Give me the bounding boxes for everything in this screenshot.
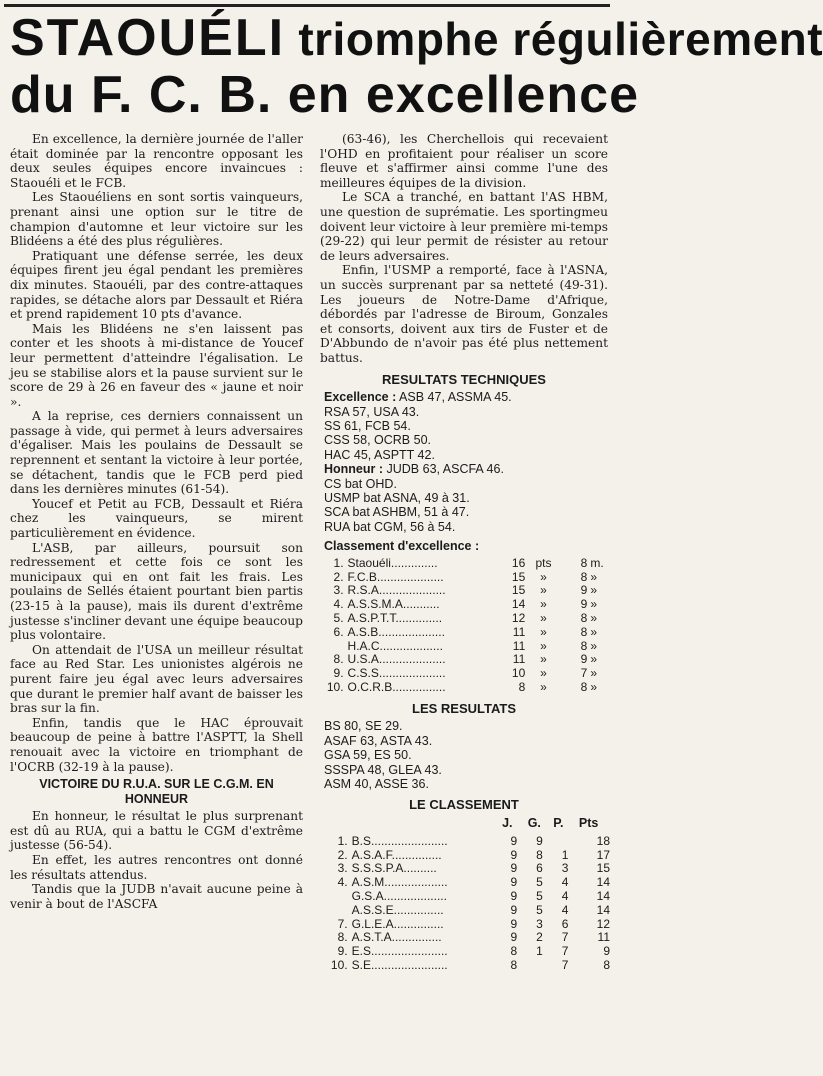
points: 15 <box>596 861 610 876</box>
points-unit: pts <box>535 555 552 570</box>
rank: 3. <box>337 861 348 876</box>
points: 8 <box>603 957 610 972</box>
played: 8 <box>510 944 518 959</box>
rank: 8. <box>333 652 344 667</box>
club-name: A.S.B.................... <box>347 624 445 639</box>
left-paragraphs <box>10 132 303 774</box>
result-text: CS bat OHD. <box>324 476 397 491</box>
result-line: BS 80, SE 29. <box>324 719 403 734</box>
matches-unit: » <box>590 638 598 653</box>
results-list <box>320 390 608 534</box>
matches-unit: » <box>590 597 598 612</box>
article-paragraph: Les Staouéliens en sont sortis vainqueurs, prenant ainsi une option sur le titre de champion d'automne et leur victoire sur les Blidéens a été des plus régulières. <box>10 190 303 249</box>
classement-row <box>326 862 610 876</box>
lost: 7 <box>561 957 569 972</box>
won: 5 <box>536 902 543 917</box>
played: 9 <box>510 916 518 931</box>
matches-unit: » <box>590 666 598 681</box>
matches-unit: » <box>590 679 598 694</box>
result-line <box>324 520 608 534</box>
result-line <box>324 390 608 404</box>
points: 8 <box>518 679 526 694</box>
article-right-column <box>320 132 608 973</box>
rank: 9. <box>337 944 348 959</box>
points-unit: » <box>540 624 547 639</box>
points: 16 <box>511 555 526 570</box>
result-line <box>324 462 608 476</box>
won: 1 <box>536 944 543 959</box>
top-rule <box>4 4 610 7</box>
club-name: A.S.T.A............... <box>351 930 442 945</box>
les-resultats-title: LES RESULTATS <box>412 700 516 716</box>
lost: 4 <box>561 902 569 917</box>
result-division-label: Excellence : <box>324 390 397 405</box>
club-name: S.E....................... <box>351 957 448 972</box>
article-paragraph: En effet, les autres rencontres ont donné les résultats attendus. <box>10 852 303 882</box>
club-name: B.S....................... <box>351 833 448 848</box>
points: 14 <box>596 875 610 890</box>
points: 15 <box>511 583 526 598</box>
lost <box>552 835 578 849</box>
excellence-standings-table <box>324 557 612 695</box>
points-unit: » <box>540 638 547 653</box>
article-paragraph: (63-46), les Cherchellois qui recevaient l'OHD en profitaient pour réaliser un score fleuve et s'affirmer ainsi comme l'une des meilleures équipes de la division. <box>320 132 608 190</box>
classement-row <box>326 904 610 918</box>
result-line <box>324 491 608 505</box>
result-line <box>324 477 608 491</box>
classement-row <box>326 849 610 863</box>
result-line <box>324 405 608 419</box>
played: 9 <box>510 833 518 848</box>
result-text: SS 61, FCB 54. <box>324 418 411 433</box>
headline-line-2: du F. C. B. en excellence <box>10 66 639 124</box>
club-name: O.C.R.B................ <box>347 679 446 694</box>
standings-row <box>324 653 612 667</box>
excellence-standings-title: Classement d'excellence : <box>324 539 480 554</box>
points-unit: » <box>540 610 547 625</box>
points: 12 <box>596 916 610 931</box>
lost: 7 <box>561 930 569 945</box>
article-paragraph: On attendait de l'USA un meilleur résultat face au Red Star. Les unionistes algérois ne purent faire jeu égal avec leurs adversaires que durant le premier half avant de baisser les bras sur la fin. <box>10 642 303 716</box>
result-line: ASM 40, ASSE 36. <box>324 776 429 791</box>
rank: 4. <box>333 597 344 612</box>
club-name: E.S....................... <box>351 944 448 959</box>
result-text: HAC 45, ASPTT 42. <box>324 447 435 462</box>
club-name: R.S.A.................... <box>347 583 446 598</box>
standings-row <box>324 640 612 654</box>
rank: 6. <box>333 624 344 639</box>
article-paragraph: En excellence, la dernière journée de l'aller était dominée par la rencontre opposant les deux seules équipes encore invaincues : Staouéli et le FCB. <box>10 132 303 190</box>
points-unit: » <box>540 679 547 694</box>
result-line: SSSPA 48, GLEA 43. <box>324 762 442 777</box>
points: 18 <box>596 833 610 848</box>
column-header: P. <box>553 815 564 830</box>
points: 11 <box>597 930 610 945</box>
header-blank <box>326 816 352 835</box>
article-left-column <box>10 132 303 911</box>
article-paragraph: Youcef et Petit au FCB, Dessault et Riéra chez les vainqueurs, se mirent particulièrement en évidence. <box>10 496 303 541</box>
played: 9 <box>510 902 518 917</box>
lost: 4 <box>561 888 569 903</box>
classement-row <box>326 945 610 959</box>
rank: 4. <box>337 875 348 890</box>
result-line <box>324 505 608 519</box>
won: 5 <box>536 875 543 890</box>
classement-row <box>326 876 610 890</box>
club-name: A.S.P.T.T.............. <box>347 610 443 625</box>
standings-row <box>324 626 612 640</box>
matches: 8 <box>580 679 588 694</box>
column-header: Pts <box>578 815 599 830</box>
won: 8 <box>536 847 543 862</box>
club-name: U.S.A.................... <box>347 652 446 667</box>
section-subhead: VICTOIRE DU R.U.A. SUR LE C.G.M. EN HONNEUR <box>39 777 274 807</box>
matches: 9 <box>580 583 588 598</box>
won <box>527 959 553 973</box>
matches-unit: » <box>590 583 598 598</box>
result-text: SCA bat ASHBM, 51 à 47. <box>324 505 470 520</box>
points: 14 <box>596 902 610 917</box>
article-paragraph: Le SCA a tranché, en battant l'AS HBM, une question de suprématie. Les sportingmeu doivent leur victoire à leur première mi-temps (29-22) qui leur permit de résister au retour de leurs adversaires. <box>320 190 608 263</box>
played: 8 <box>510 957 518 972</box>
points: 14 <box>511 597 526 612</box>
results-technical-title: RESULTATS TECHNIQUES <box>382 371 546 387</box>
headline-verb: triomphe régulièrement <box>298 13 823 65</box>
matches: 8 <box>580 638 588 653</box>
club-name: S.S.S.P.A.......... <box>351 861 437 876</box>
classement-table <box>326 816 610 973</box>
classement-header-row <box>326 816 610 835</box>
played: 9 <box>510 861 518 876</box>
matches-unit: » <box>590 610 598 625</box>
standings-row <box>324 557 612 571</box>
headline-line-1 <box>10 9 823 67</box>
rank: 2. <box>337 847 348 862</box>
matches-unit: » <box>590 569 598 584</box>
column-header: G. <box>527 815 541 830</box>
article-paragraph: Enfin, l'USMP a remporté, face à l'ASNA, un succès surprenant par sa netteté (49-31). Les joueurs de Notre-Dame d'Afrique, débordés par l'adresse de Biroum, Gonzales et consorts, doivent aux tirs de Fuster et de D'Abbundo de n'avoir pas été plus nettement battus. <box>320 263 608 365</box>
standings-row <box>324 667 612 681</box>
matches: 8 <box>580 555 588 570</box>
result-text: USMP bat ASNA, 49 à 31. <box>324 490 470 505</box>
article-paragraph: A la reprise, ces derniers connaissent un passage à vide, qui permet à leurs adversaires d'égaliser. Mais les poulains de Dessault se reprennent et sentant la victoire à leur portée, se détachent, tandis que le FCB perd pied dans les dernières minutes (61-54). <box>10 409 303 497</box>
result-line <box>324 419 608 433</box>
rank <box>326 890 352 904</box>
club-name: G.S.A................... <box>351 888 447 903</box>
points: 9 <box>603 944 610 959</box>
club-name: Staouéli.............. <box>347 555 438 570</box>
classement-row <box>326 918 610 932</box>
rank: 8. <box>337 930 348 945</box>
article-paragraph: Enfin, tandis que le HAC éprouvait beaucoup de peine à battre l'ASPTT, la Shell renouait avec la victoire en triomphant de l'OCRB (32-19 à la pause). <box>10 715 303 774</box>
rank: 9. <box>333 666 344 681</box>
matches-unit: » <box>590 652 598 667</box>
rank: 1. <box>333 555 344 570</box>
standings-row <box>324 584 612 598</box>
won: 5 <box>536 888 543 903</box>
classement-row <box>326 931 610 945</box>
matches: 8 <box>580 610 588 625</box>
result-text: RSA 57, USA 43. <box>324 404 420 419</box>
points-unit: » <box>540 666 547 681</box>
result-text: RUA bat CGM, 56 à 54. <box>324 519 456 534</box>
les-resultats-list <box>320 719 608 791</box>
points: 11 <box>512 624 526 639</box>
result-text: CSS 58, OCRB 50. <box>324 433 431 448</box>
points: 11 <box>512 638 526 653</box>
points: 14 <box>596 888 610 903</box>
result-text: ASB 47, ASSMA 45. <box>396 390 512 405</box>
result-line <box>324 433 608 447</box>
result-line <box>324 448 608 462</box>
lost: 4 <box>561 875 569 890</box>
won: 2 <box>536 930 543 945</box>
club-name: F.C.B.................... <box>347 569 444 584</box>
article-paragraph: En honneur, le résultat le plus surprenant est dû au RUA, qui a battu le CGM d'extrême justesse (56-54). <box>10 809 303 853</box>
matches: 7 <box>580 666 588 681</box>
won: 9 <box>536 833 543 848</box>
won: 3 <box>536 916 543 931</box>
rank: 7. <box>337 916 348 931</box>
classement-title: LE CLASSEMENT <box>409 797 519 813</box>
matches: 9 <box>580 597 588 612</box>
standings-row <box>324 571 612 585</box>
result-line: GSA 59, ES 50. <box>324 748 412 763</box>
points: 15 <box>511 569 526 584</box>
rank: 10. <box>330 957 348 972</box>
points-unit: » <box>540 597 547 612</box>
points: 17 <box>596 847 610 862</box>
matches-unit: » <box>590 624 598 639</box>
rank: 3. <box>333 583 344 598</box>
club-name: H.A.C................... <box>347 638 443 653</box>
left-paragraphs-2 <box>10 809 303 911</box>
column-header: J. <box>502 815 513 830</box>
points-unit: » <box>540 583 547 598</box>
club-name: A.S.S.M.A........... <box>347 597 440 612</box>
classement-row <box>326 959 610 973</box>
points: 12 <box>511 610 526 625</box>
standings-row <box>324 598 612 612</box>
points-unit: » <box>540 652 547 667</box>
lost: 1 <box>561 847 569 862</box>
club-name: G.L.E.A............... <box>351 916 444 931</box>
points-unit: » <box>540 569 547 584</box>
matches: 8 <box>580 569 588 584</box>
classement-row <box>326 890 610 904</box>
matches-unit: m. <box>590 555 604 570</box>
article-paragraph: L'ASB, par ailleurs, poursuit son redressement et cette fois ce sont les municipaux qui en ont fait les frais. Les poulains de Sellés étaient pourtant bien partis (23-15 à la pause), mais ils durent d'extrême justesse s'incliner devant une équipe beaucoup plus volontaire. <box>10 540 303 643</box>
played: 9 <box>510 847 518 862</box>
rank: 10. <box>326 679 344 694</box>
standings-row <box>324 681 612 695</box>
played: 9 <box>510 888 518 903</box>
won: 6 <box>536 861 543 876</box>
matches: 8 <box>580 624 588 639</box>
article-paragraph: Pratiquant une défense serrée, les deux équipes firent jeu égal pendant les premières dix minutes. Staouéli, par des contre-attaques rapides, se détache alors par Dessault et Riéra et prend rapidement 10 pts d'avance. <box>10 248 303 322</box>
result-division-label: Honneur : <box>324 462 384 477</box>
matches: 9 <box>580 652 588 667</box>
lost: 3 <box>561 861 569 876</box>
club-name: A.S.M................... <box>351 875 448 890</box>
right-paragraphs <box>320 132 608 366</box>
played: 9 <box>510 875 518 890</box>
club-name: C.S.S.................... <box>347 666 446 681</box>
result-line: ASAF 63, ASTA 43. <box>324 733 433 748</box>
rank <box>326 904 352 918</box>
lost: 7 <box>561 944 569 959</box>
points: 10 <box>511 666 526 681</box>
header-blank <box>352 816 501 835</box>
article-paragraph: Tandis que la JUDB n'avait aucune peine à venir à bout de l'ASCFA <box>10 882 303 911</box>
result-text: JUDB 63, ASCFA 46. <box>383 462 504 477</box>
club-name: A.S.S.E............... <box>351 902 444 917</box>
classement-row <box>326 835 610 849</box>
club-name: A.S.A.F............... <box>351 847 442 862</box>
rank: 2. <box>333 569 344 584</box>
headline-team: STAOUÉLI <box>10 9 286 67</box>
points: 11 <box>512 652 526 667</box>
article-paragraph: Mais les Blidéens ne s'en laissent pas conter et les shoots à mi-distance de Youcef leur permettent d'atteindre l'égalisation. Le jeu se stabilise alors et la pause survient sur le score de 29 à 26 en faveur des « jaune et noir ». <box>10 321 303 409</box>
headline <box>10 9 823 124</box>
rank: 1. <box>337 833 348 848</box>
standings-row <box>324 612 612 626</box>
played: 9 <box>510 930 518 945</box>
rank: 5. <box>333 610 344 625</box>
lost: 6 <box>561 916 569 931</box>
rank <box>324 640 348 654</box>
